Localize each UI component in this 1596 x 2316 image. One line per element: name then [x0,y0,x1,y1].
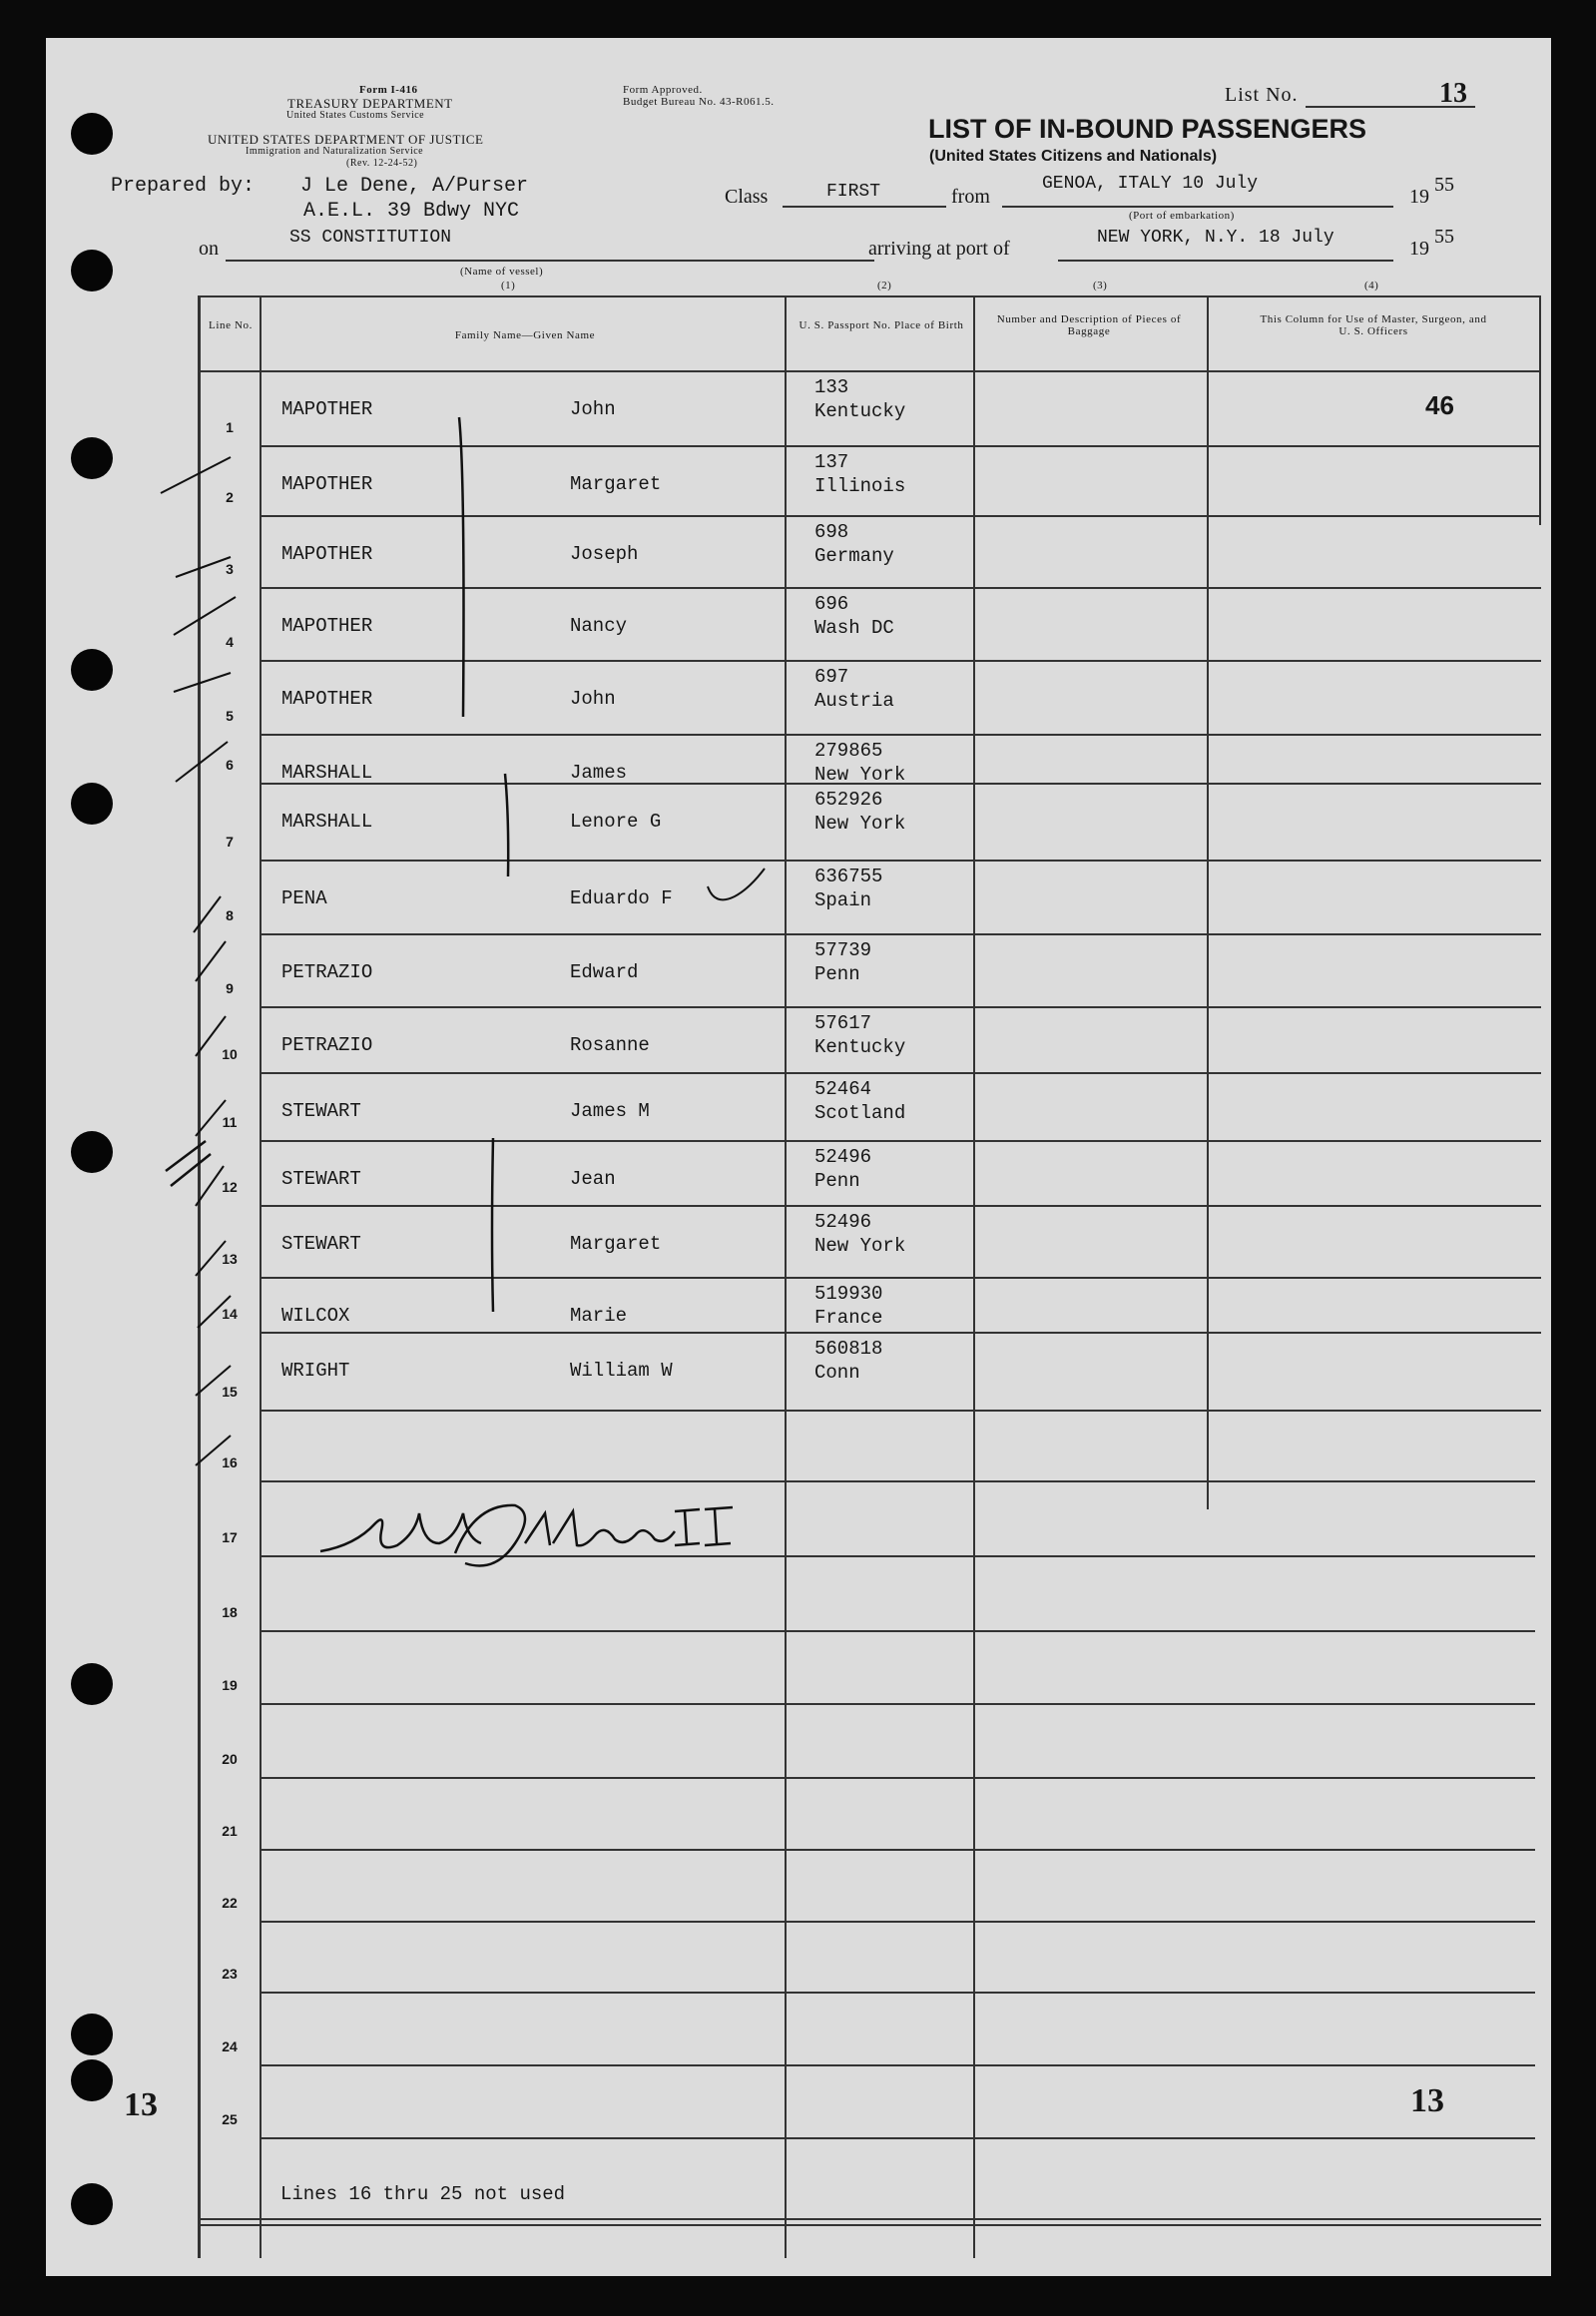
passport-number: 133 [814,376,849,398]
given-name: Margaret [570,1233,662,1255]
column-header-passport: U. S. Passport No. Place of Birth [798,319,964,331]
birthplace: France [814,1307,883,1329]
row-line-number: 14 [222,1306,238,1322]
family-name: WRIGHT [281,1360,350,1382]
passport-number: 697 [814,666,849,688]
row-line-number: 2 [226,489,234,505]
column-number-1: (1) [501,280,516,291]
page-subtitle: (United States Citizens and Nationals) [929,148,1218,165]
prepared-by-line-2: A.E.L. 39 Bdwy NYC [303,200,520,223]
birthplace: Illinois [814,475,906,497]
row-line-number: 23 [222,1966,238,1982]
row-line-number: 1 [226,419,234,435]
prepared-by-line-1: J Le Dene, A/Purser [300,175,529,198]
column-number-2: (2) [877,280,892,291]
vessel-caption: (Name of vessel) [460,266,544,278]
family-name: STEWART [281,1100,361,1122]
column-header-officers: This Column for Use of Master, Surgeon, and U. S. Officers [1260,313,1487,337]
family-name: MAPOTHER [281,688,373,710]
row-line-number: 17 [222,1529,238,1545]
row-line-number: 22 [222,1895,238,1911]
arrival-value: NEW YORK, N.Y. 18 July [1097,228,1334,248]
department-justice-sub: Immigration and Naturalization Service [246,146,424,157]
given-name: Eduardo F [570,887,673,909]
given-name: Margaret [570,473,662,495]
list-number: 13 [1439,78,1467,109]
row-line-number: 4 [226,634,234,650]
row-line-number: 21 [222,1823,238,1839]
family-name: MAPOTHER [281,543,373,565]
form-approved: Form Approved. [623,84,703,96]
birthplace: New York [814,813,906,835]
vessel-name: SS CONSTITUTION [289,228,452,248]
column-header-baggage: Number and Description of Pieces of Baggage [996,313,1182,337]
family-name: MARSHALL [281,811,373,833]
birthplace: Kentucky [814,400,906,422]
family-name: MAPOTHER [281,398,373,420]
column-number-3: (3) [1093,280,1108,291]
row-line-number: 11 [222,1114,238,1130]
family-name: WILCOX [281,1305,350,1327]
given-name: Joseph [570,543,639,565]
department-treasury-sub: United States Customs Service [286,110,425,121]
arriving-label: arriving at port of [868,238,1010,260]
passport-number: 57617 [814,1012,872,1034]
passport-number: 279865 [814,740,883,762]
given-name: James M [570,1100,650,1122]
given-name: James [570,762,628,784]
row-line-number: 12 [222,1179,238,1195]
row-line-number: 9 [226,980,234,996]
birthplace: Penn [814,1170,860,1192]
passport-number: 636755 [814,866,883,887]
passport-number: 560818 [814,1338,883,1360]
column-number-4: (4) [1364,280,1379,291]
row-line-number: 3 [226,561,234,577]
row-line-number: 10 [222,1046,238,1062]
passport-number: 137 [814,451,849,473]
birthplace: Penn [814,963,860,985]
from-label: from [951,186,990,208]
side-stamp-left: 13 [124,2086,158,2123]
row-line-number: 20 [222,1751,238,1767]
row-line-number: 13 [222,1251,238,1267]
budget-bureau: Budget Bureau No. 43-R061.5. [623,96,775,108]
family-name: PENA [281,887,327,909]
given-name: John [570,688,616,710]
birthplace: Wash DC [814,617,894,639]
family-name: MAPOTHER [281,615,373,637]
birthplace: New York [814,1235,906,1257]
page-title: LIST OF IN-BOUND PASSENGERS [928,114,1367,144]
passport-number: 52496 [814,1146,872,1168]
family-name: STEWART [281,1168,361,1190]
row-line-number: 18 [222,1604,238,1620]
list-number-label: List No. [1225,84,1299,106]
passport-number: 696 [814,593,849,615]
row-line-number: 8 [226,907,234,923]
column-header-name: Family Name—Given Name [454,329,596,341]
on-label: on [199,238,219,260]
passport-number: 57739 [814,939,872,961]
row-line-number: 15 [222,1384,238,1400]
birthplace: Spain [814,889,872,911]
given-name: John [570,398,616,420]
side-stamp-right: 13 [1410,2082,1444,2119]
department-justice: UNITED STATES DEPARTMENT OF JUSTICE [208,132,484,147]
column-header-line-no: Line No. [209,319,253,331]
class-label: Class [725,186,769,208]
passport-number: 519930 [814,1283,883,1305]
family-name: STEWART [281,1233,361,1255]
row-line-number: 19 [222,1677,238,1693]
family-name: MAPOTHER [281,473,373,495]
arrival-year: 55 [1434,226,1454,248]
form-number: Form I-416 [359,84,418,96]
birthplace: New York [814,764,906,786]
given-name: Lenore G [570,811,662,833]
form-revision: (Rev. 12-24-52) [346,158,418,169]
footer-note: Lines 16 thru 25 not used [280,2183,566,2205]
given-name: Rosanne [570,1034,650,1056]
arrival-year-prefix: 19 [1409,238,1429,260]
handwritten-signature [315,1483,874,1583]
row-line-number: 24 [222,2038,238,2054]
passport-number: 652926 [814,789,883,811]
birthplace: Scotland [814,1102,906,1124]
given-name: Nancy [570,615,628,637]
from-year: 55 [1434,174,1454,196]
birthplace: Conn [814,1362,860,1384]
row-line-number: 7 [226,834,234,850]
birthplace: Austria [814,690,894,712]
family-bracket-marks [46,38,1551,2276]
row-line-number: 6 [226,757,234,773]
family-name: MARSHALL [281,762,373,784]
passport-number: 52496 [814,1211,872,1233]
port-embarkation-caption: (Port of embarkation) [1129,210,1235,222]
family-name: PETRAZIO [281,961,373,983]
row-line-number: 16 [222,1454,238,1470]
from-year-prefix: 19 [1409,186,1429,208]
given-name: Jean [570,1168,616,1190]
prepared-by-label: Prepared by: [111,175,256,198]
officer-note: 46 [1425,390,1454,420]
given-name: Marie [570,1305,628,1327]
passport-number: 698 [814,521,849,543]
department-treasury: TREASURY DEPARTMENT [287,96,453,111]
birthplace: Germany [814,545,894,567]
passport-number: 52464 [814,1078,872,1100]
row-line-number: 25 [222,2111,238,2127]
birthplace: Kentucky [814,1036,906,1058]
from-value: GENOA, ITALY 10 July [1042,174,1259,194]
class-value: FIRST [826,182,881,202]
given-name: William W [570,1360,673,1382]
family-name: PETRAZIO [281,1034,373,1056]
row-line-number: 5 [226,708,234,724]
passenger-list-form [46,38,1551,2276]
given-name: Edward [570,961,639,983]
